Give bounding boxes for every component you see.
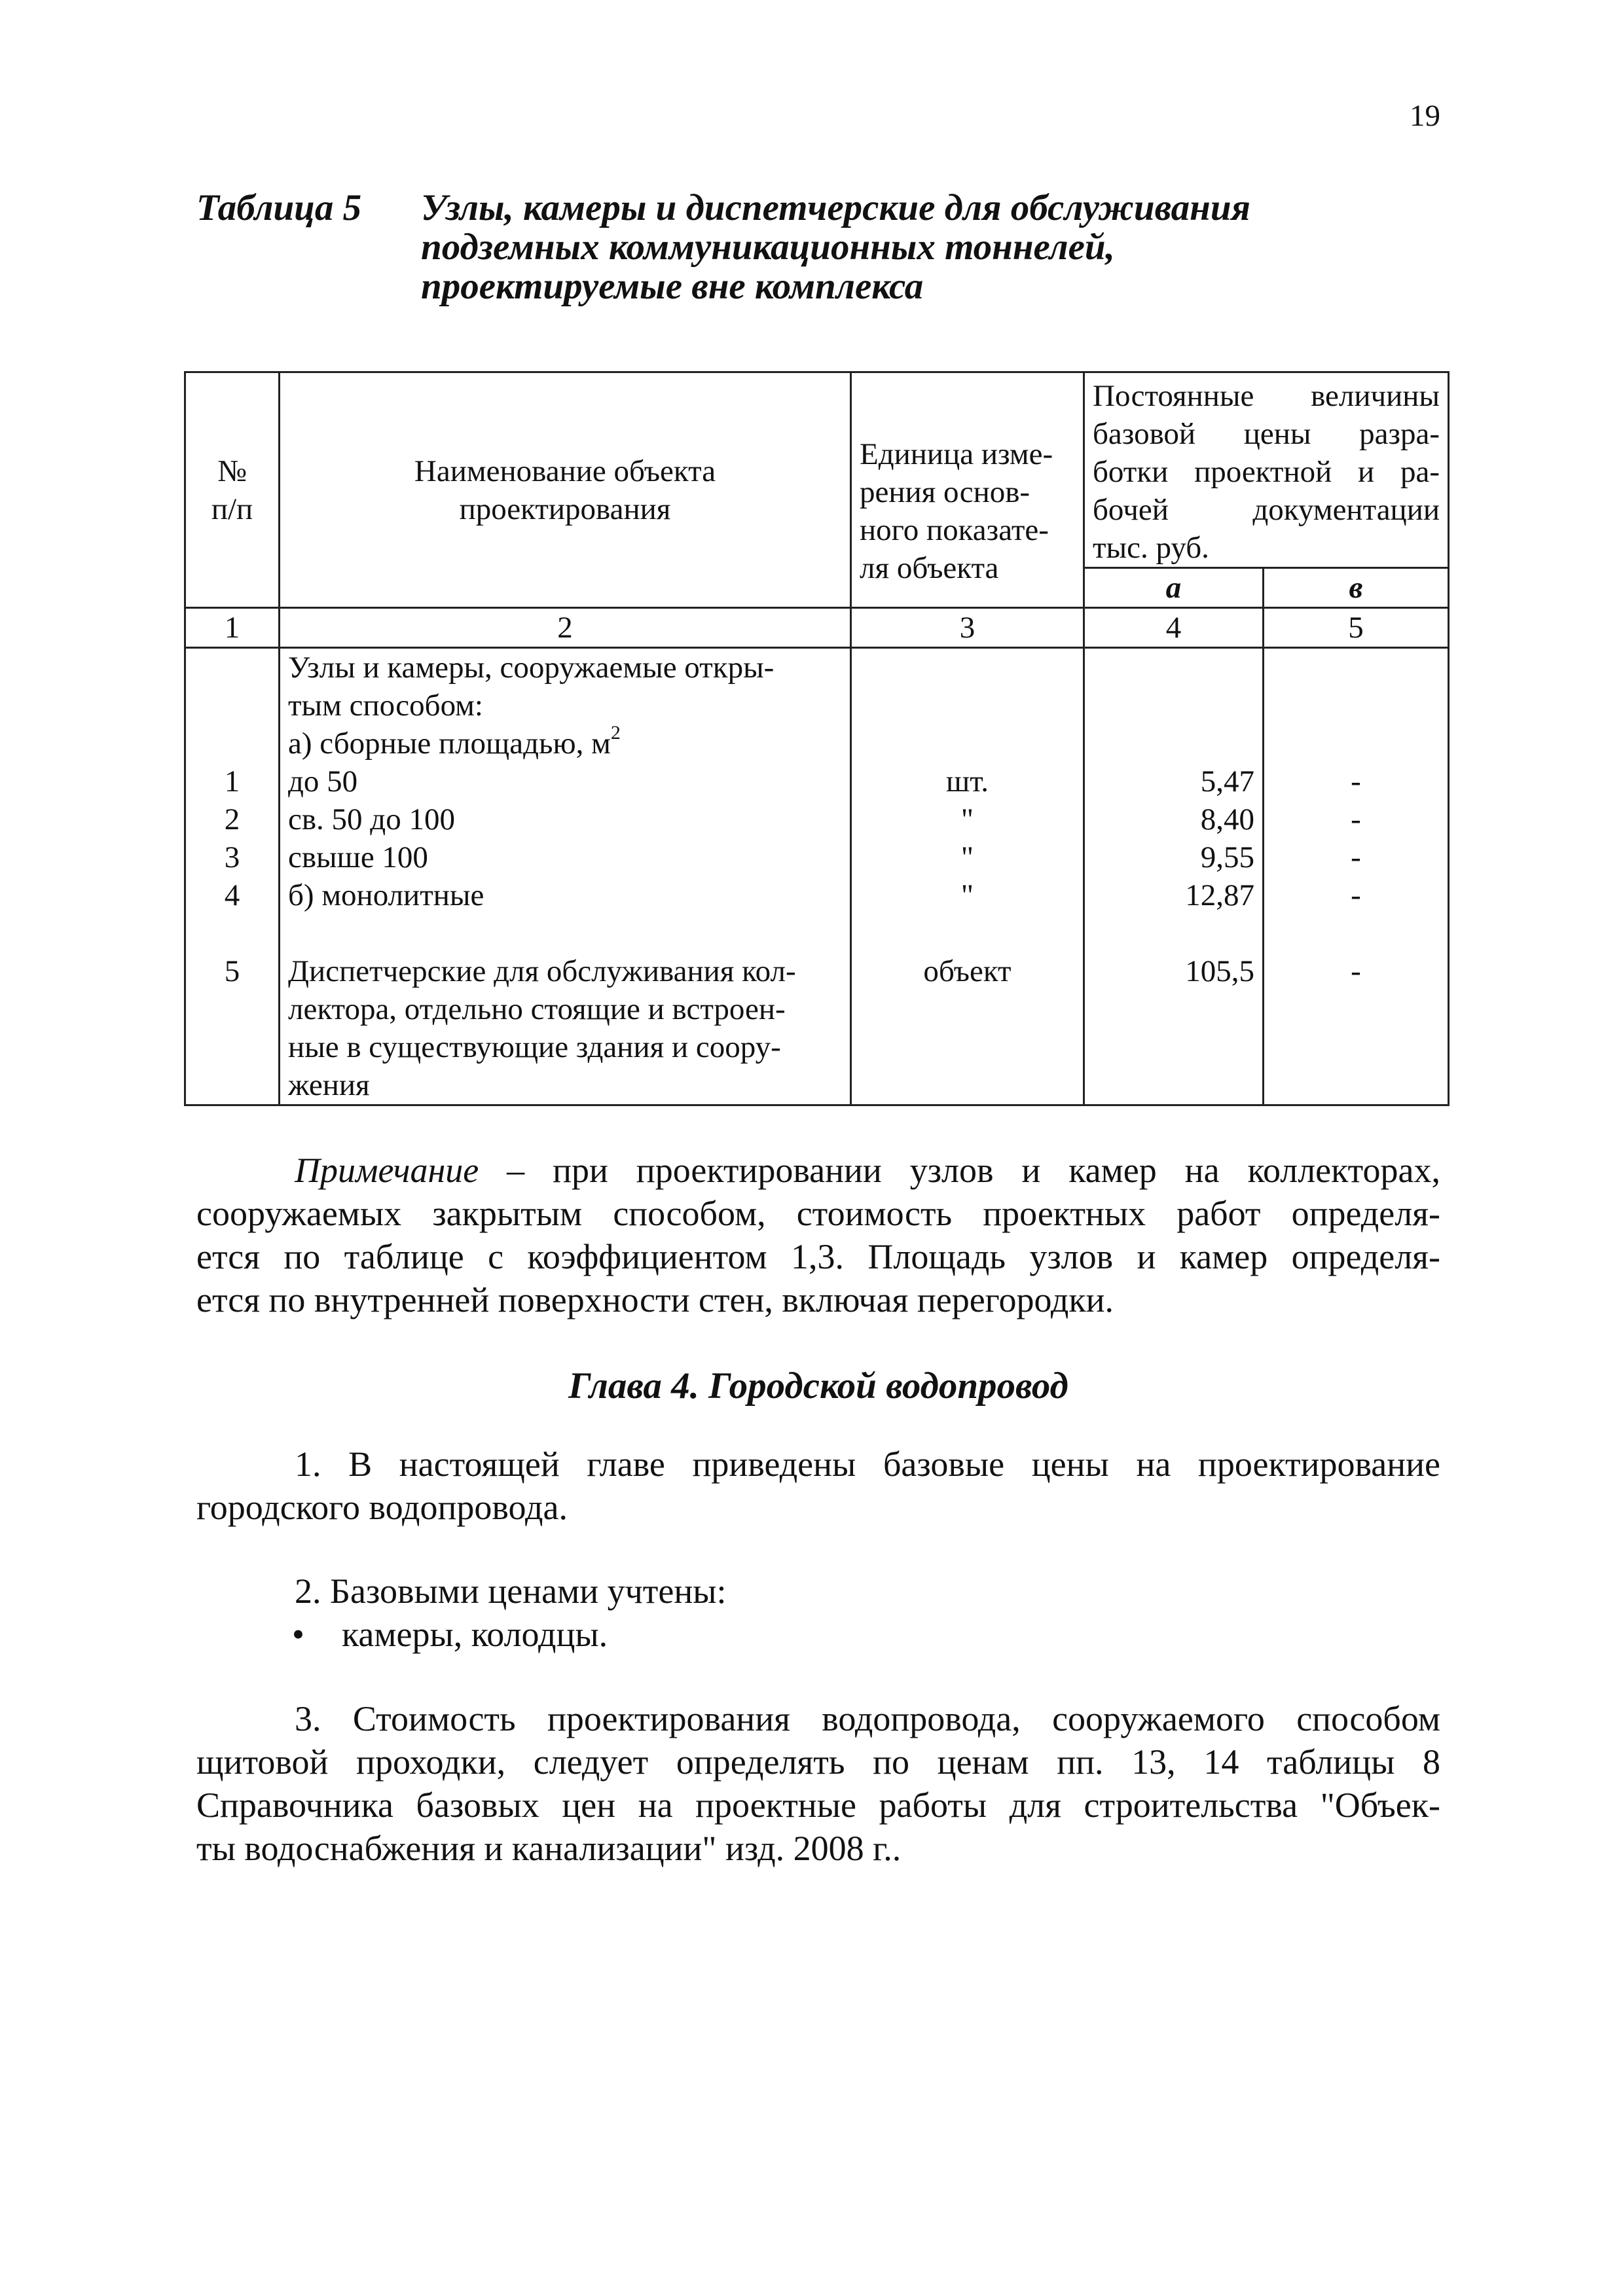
paragraph-2: 2. Базовыми ценами учтены: (295, 1571, 727, 1611)
table-header-row (185, 372, 1449, 568)
note-label: Примечание (295, 1151, 479, 1190)
page-number: 19 (1410, 99, 1440, 133)
body-unit-column: шт. " " " объект (851, 648, 1084, 1105)
table-label: Таблица 5 (196, 187, 362, 228)
column-numbers-row: 1 2 3 4 5 (185, 608, 1449, 648)
group-a-label: а) сборные площадью, $м^2$ (288, 722, 621, 761)
bullet-icon: • (292, 1615, 304, 1654)
table-body-row (185, 648, 1449, 1105)
header-price: Постоянные величины базовой цены разра- ботки проектной и ра- бочей документации тыс. руб. (1084, 372, 1449, 568)
body-num-column: 1 2 3 4 5 (185, 648, 280, 1105)
table-title-line: Узлы, камеры и диспетчерские для обслуживания (421, 187, 1250, 228)
table-title-line: проектируемые вне комплекса (421, 266, 924, 307)
paragraph-1: 1. В настоящей главе приведены базовые цены на проектирование городского водопровода. (196, 1444, 1440, 1527)
header-num: № п/п (185, 372, 280, 608)
body-a-column: 5,47 8,40 9,55 12,87 105,5 (1084, 648, 1264, 1105)
subheader-b: в (1264, 568, 1449, 608)
table-title (421, 188, 1403, 306)
subheader-a: а (1084, 568, 1264, 608)
header-unit: Единица изме- рения основ- ного показате- ля объекта (851, 372, 1084, 608)
chapter-title: Глава 4. Городской водопровод (568, 1365, 1068, 1407)
header-name: Наименование объекта проектирования (280, 372, 851, 608)
body-name-column: Узлы и камеры, сооружаемые откры- тым способом: а) сборные площадью, $м^2$ до 50 св. 50 до 100 свыше 100 б) монолитные Диспетчерские для обслуживания кол- лектора, отдельно стоящие и встроен- ные в существующие здания и соору- жения (280, 648, 851, 1105)
body-b-column: - - - - - (1264, 648, 1449, 1105)
table-note: Примечание – при проектировании узлов и камер на коллекторах, сооружаемых закрытым способом, стоимость проектных работ определя- ется по таблице с коэффициентом 1,3. Площадь узлов и камер определя- ется по внутренней поверхности стен, включая перегородки. (196, 1151, 1440, 1319)
table-title-line: подземных коммуникационных тоннелей, (421, 226, 1115, 268)
paragraph-3: 3. Стоимость проектирования водопровода, сооружаемого способом щитовой проходки, следует определять по ценам пп. 13, 14 таблицы 8 Справочника базовых цен на проектные работы для строительства "Объек- ты водоснабжения и канализации" изд. 2008 г.. (196, 1699, 1440, 1868)
bullet-item: • камеры, колодцы. (292, 1613, 608, 1656)
prices-table (184, 371, 1450, 1106)
